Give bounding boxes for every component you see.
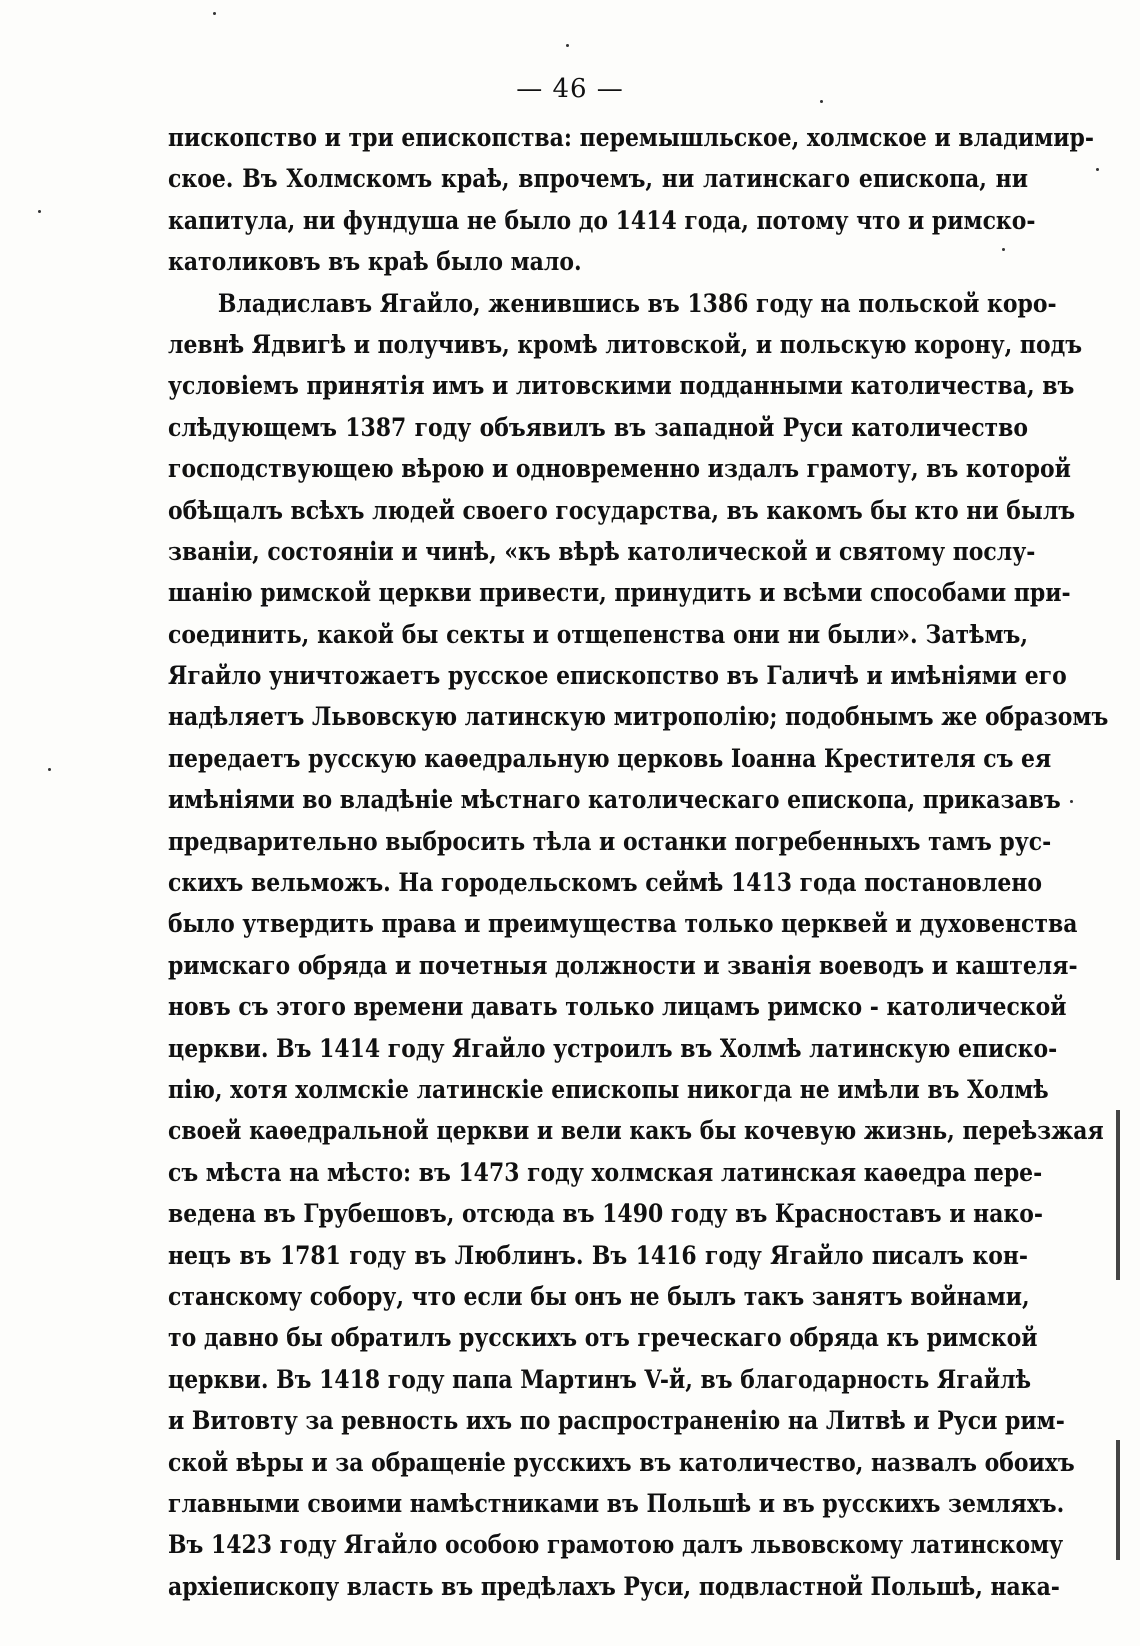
scan-speck xyxy=(1096,168,1099,171)
scan-speck xyxy=(820,100,823,103)
text-line: то давно бы обратилъ русскихъ отъ греческаго обряда къ римской xyxy=(168,1323,1038,1354)
scan-speck xyxy=(213,12,216,15)
text-line: нецъ въ 1781 году въ Люблинъ. Въ 1416 году Ягайло писалъ кон- xyxy=(168,1240,1028,1271)
scan-edge-mark xyxy=(1116,1440,1120,1560)
text-line: станскому собору, что если бы онъ не былъ такъ занятъ войнами, xyxy=(168,1281,1030,1312)
body-text xyxy=(168,118,1109,1608)
text-line: Въ 1423 году Ягайло особою грамотою далъ львовскому латинскому xyxy=(168,1530,1064,1561)
text-line: обѣщалъ всѣхъ людей своего государства, въ какомъ бы кто ни былъ xyxy=(168,495,1076,526)
text-line: католиковъ въ краѣ было мало. xyxy=(168,247,582,278)
text-line: условіемъ принятія имъ и литовскими подданными католичества, въ xyxy=(168,371,1075,402)
text-line: ской вѣры и за обращеніе русскихъ въ католичество, назвалъ обоихъ xyxy=(168,1447,1075,1478)
scan-speck xyxy=(48,768,51,771)
text-line: шанію римской церкви привести, принудить и всѣми способами при- xyxy=(168,578,1071,609)
text-line: званіи, состояніи и чинѣ, «къ вѣрѣ католической и святому послу- xyxy=(168,536,1036,567)
scan-speck xyxy=(566,44,569,47)
text-line: новъ съ этого времени давать только лицамъ римско - католической xyxy=(168,992,1067,1023)
text-line: съ мѣста на мѣсто: въ 1473 году холмская латинская каѳедра пере- xyxy=(168,1157,1043,1188)
text-line: Ягайло уничтожаетъ русское епископство въ Галичѣ и имѣніями его xyxy=(168,661,1067,692)
text-line: Владиславъ Ягайло, женившись въ 1386 году на польской коро- xyxy=(217,288,1057,319)
text-line: надѣляетъ Львовскую латинскую митрополію; подобнымъ же образомъ xyxy=(168,702,1109,733)
text-line: своей каѳедральной церкви и вели какъ бы кочевую жизнь, переѣзжая xyxy=(168,1116,1104,1147)
text-line: капитула, ни фундуша не было до 1414 года, потому что и римско- xyxy=(168,205,1036,236)
text-line: предварительно выбросить тѣла и останки погребенныхъ тамъ рус- xyxy=(168,826,1052,857)
text-line: церкви. Въ 1414 году Ягайло устроилъ въ Холмѣ латинскую еписко- xyxy=(168,1033,1058,1064)
text-line: главными своими намѣстниками въ Польшѣ и въ русскихъ земляхъ. xyxy=(168,1488,1065,1519)
page-number: — 46 — xyxy=(516,74,624,104)
text-line: имѣніями во владѣніе мѣстнаго католическаго епископа, приказавъ xyxy=(168,785,1061,816)
scan-speck xyxy=(38,210,41,213)
scan-speck xyxy=(1070,800,1073,803)
text-line: передаетъ русскую каѳедральную церковь Іоанна Крестителя съ ея xyxy=(168,743,1052,774)
text-line: господствующею вѣрою и одновременно издалъ грамоту, въ которой xyxy=(168,454,1071,485)
text-line: римскаго обряда и почетныя должности и званія воеводъ и каштеля- xyxy=(168,950,1078,981)
text-line: архіепископу власть въ предѣлахъ Руси, подвластной Польшѣ, нака- xyxy=(168,1571,1060,1602)
scan-speck xyxy=(1002,248,1005,251)
scan-edge-mark xyxy=(1116,1110,1120,1280)
text-line: слѣдующемъ 1387 году объявилъ въ западной Руси католичество xyxy=(168,412,1028,443)
text-line: левнѣ Ядвигѣ и получивъ, кромѣ литовской, и польскую корону, подъ xyxy=(168,329,1083,360)
text-line: ское. Въ Холмскомъ краѣ, впрочемъ, ни латинскаго епископа, ни xyxy=(168,164,1028,195)
text-line: церкви. Въ 1418 году папа Мартинъ V-й, въ благодарность Ягайлѣ xyxy=(168,1364,1032,1395)
text-line: было утвердить права и преимущества только церквей и духовенства xyxy=(168,909,1078,940)
text-line: и Витовту за ревность ихъ по распространенію на Литвѣ и Руси рим- xyxy=(168,1406,1065,1437)
text-line: скихъ вельможъ. На городельскомъ сеймѣ 1413 года постановлено xyxy=(168,868,1042,899)
text-line: ведена въ Грубешовъ, отсюда въ 1490 году въ Красноставъ и нако- xyxy=(168,1199,1043,1230)
text-line: пію, хотя холмскіе латинскіе епископы никогда не имѣли въ Холмѣ xyxy=(168,1074,1049,1105)
text-line: соединить, какой бы секты и отщепенства они ни были». Затѣмъ, xyxy=(168,619,1028,650)
text-line: пископство и три епископства: перемышльское, холмское и владимир- xyxy=(168,123,1094,153)
